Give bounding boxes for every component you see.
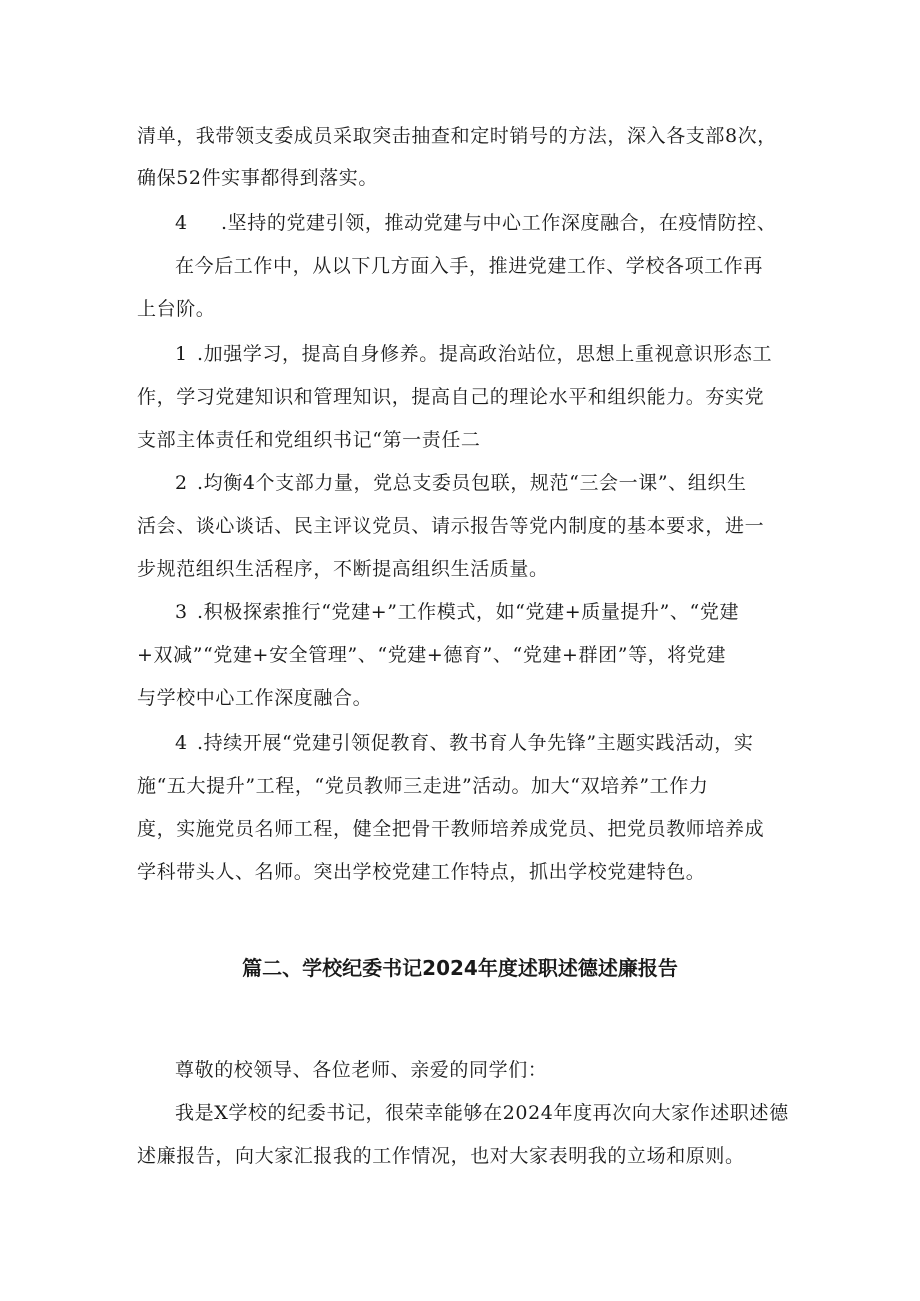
paragraph-line: 支部主体责任和党组织书记“第一责任二 <box>137 429 481 451</box>
item-text: .积极探索推行“党建+”工作模式，如“党建+质量提升”、“党建 <box>197 601 740 623</box>
paragraph-line: 活会、谈心谈话、民主评议党员、请示报告等党内制度的基本要求，进一 <box>137 515 765 537</box>
item-number: 2 <box>175 472 188 494</box>
item-text: .均衡4个支部力量，党总支委员包联，规范“三会一课”、组织生 <box>197 472 747 494</box>
item-number: 1 <box>175 343 188 365</box>
paragraph-line: 作，学习党建知识和管理知识，提高自己的理论水平和组织能力。夯实党 <box>137 386 765 408</box>
paragraph-line: 清单，我带领支委成员采取突击抽查和定时销号的方法，深入各支部8次， <box>137 125 777 147</box>
paragraph-line: 与学校中心工作深度融合。 <box>137 687 373 709</box>
item-text: .持续开展“党建引领促教育、教书育人争先锋”主题实践活动，实 <box>197 732 754 754</box>
paragraph-line: 我是X学校的纪委书记，很荣幸能够在2024年度再次向大家作述职述德 <box>175 1102 789 1124</box>
paragraph-line: 上台阶。 <box>137 298 216 320</box>
item-text: .加强学习，提高自身修养。提高政治站位，思想上重视意识形态工 <box>197 343 773 365</box>
item-number: 3 <box>175 601 188 623</box>
item-number: 4 <box>175 212 188 234</box>
numbered-line <box>175 211 776 235</box>
numbered-line <box>175 471 747 495</box>
paragraph-line: 度，实施党员名师工程，健全把骨干教师培养成党员、把党员教师培养成 <box>137 818 765 840</box>
salutation-line: 尊敬的校领导、各位老师、亲爱的同学们： <box>175 1059 548 1081</box>
paragraph-line: 步规范组织生活程序，不断提高组织生活质量。 <box>137 558 549 580</box>
numbered-line <box>175 731 753 755</box>
paragraph-line: 学科带头人、名师。突出学校党建工作特点，抓出学校党建特色。 <box>137 861 706 883</box>
numbered-line <box>175 342 772 366</box>
section-heading: 篇二、学校纪委书记2024年度述职述德述廉报告 <box>242 956 678 980</box>
item-text: .坚持的党建引领，推动党建与中心工作深度融合，在疫情防控、 <box>221 212 777 234</box>
paragraph-line: +双减”“党建+安全管理”、“党建+德育”、“党建+群团”等，将党建 <box>137 644 727 666</box>
numbered-line <box>175 600 739 624</box>
paragraph-line: 在今后工作中，从以下几方面入手，推进党建工作、学校各项工作再 <box>175 255 764 277</box>
paragraph-line: 施“五大提升”工程，“党员教师三走进”活动。加大“双培养”工作力 <box>137 775 709 797</box>
item-number: 4 <box>175 732 188 754</box>
paragraph-line: 述廉报告，向大家汇报我的工作情况，也对大家表明我的立场和原则。 <box>137 1145 745 1167</box>
paragraph-line: 确保52件实事都得到落实。 <box>137 167 378 189</box>
